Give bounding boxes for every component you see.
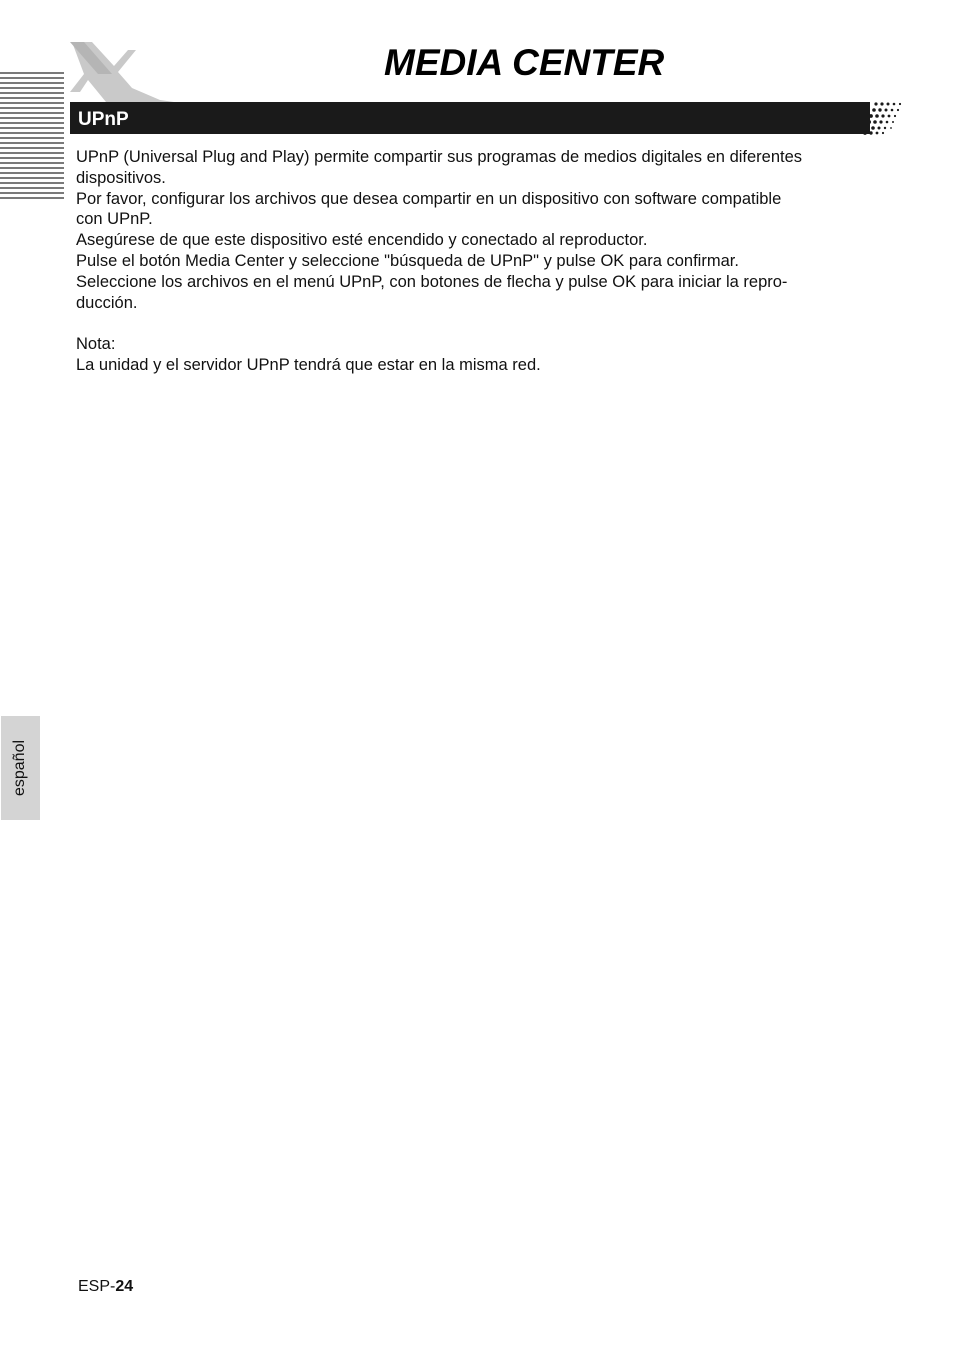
paragraph-line: Pulse el botón Media Center y seleccione "búsqueda de UPnP" y pulse OK para confirmar. <box>76 251 739 270</box>
language-tab-label: español <box>11 739 28 797</box>
brand-logo-x <box>62 36 174 106</box>
paragraph-spacer <box>76 313 896 334</box>
page-title: MEDIA CENTER <box>384 42 665 83</box>
paragraph-line: Asegúrese de que este dispositivo esté encendido y conectado al reproductor. <box>76 231 648 250</box>
page-number <box>78 1278 133 1296</box>
paragraph-line: Por favor, configurar los archivos que desea compartir en un dispositivo con software compatible <box>76 189 782 208</box>
page-number-value: 24 <box>115 1278 134 1295</box>
decorative-stripes <box>0 72 64 200</box>
paragraph-line: Seleccione los archivos en el menú UPnP, con botones de flecha y pulse OK para iniciar la repro- <box>76 272 788 291</box>
page-number-prefix: ESP- <box>78 1278 116 1295</box>
paragraph-line: ducción. <box>76 293 138 312</box>
paragraph-line: UPnP (Universal Plug and Play) permite compartir sus programas de medios digitales en diferentes <box>76 148 803 166</box>
note-text: La unidad y el servidor UPnP tendrá que estar en la misma red. <box>76 355 541 374</box>
section-title: UPnP <box>78 109 129 130</box>
paragraph-line: con UPnP. <box>76 210 153 229</box>
paragraph-line: dispositivos. <box>76 168 166 187</box>
halftone-dots-decoration <box>862 100 906 136</box>
section-header-bar <box>70 102 870 134</box>
note-label: Nota: <box>76 335 116 354</box>
body-text <box>76 147 896 376</box>
